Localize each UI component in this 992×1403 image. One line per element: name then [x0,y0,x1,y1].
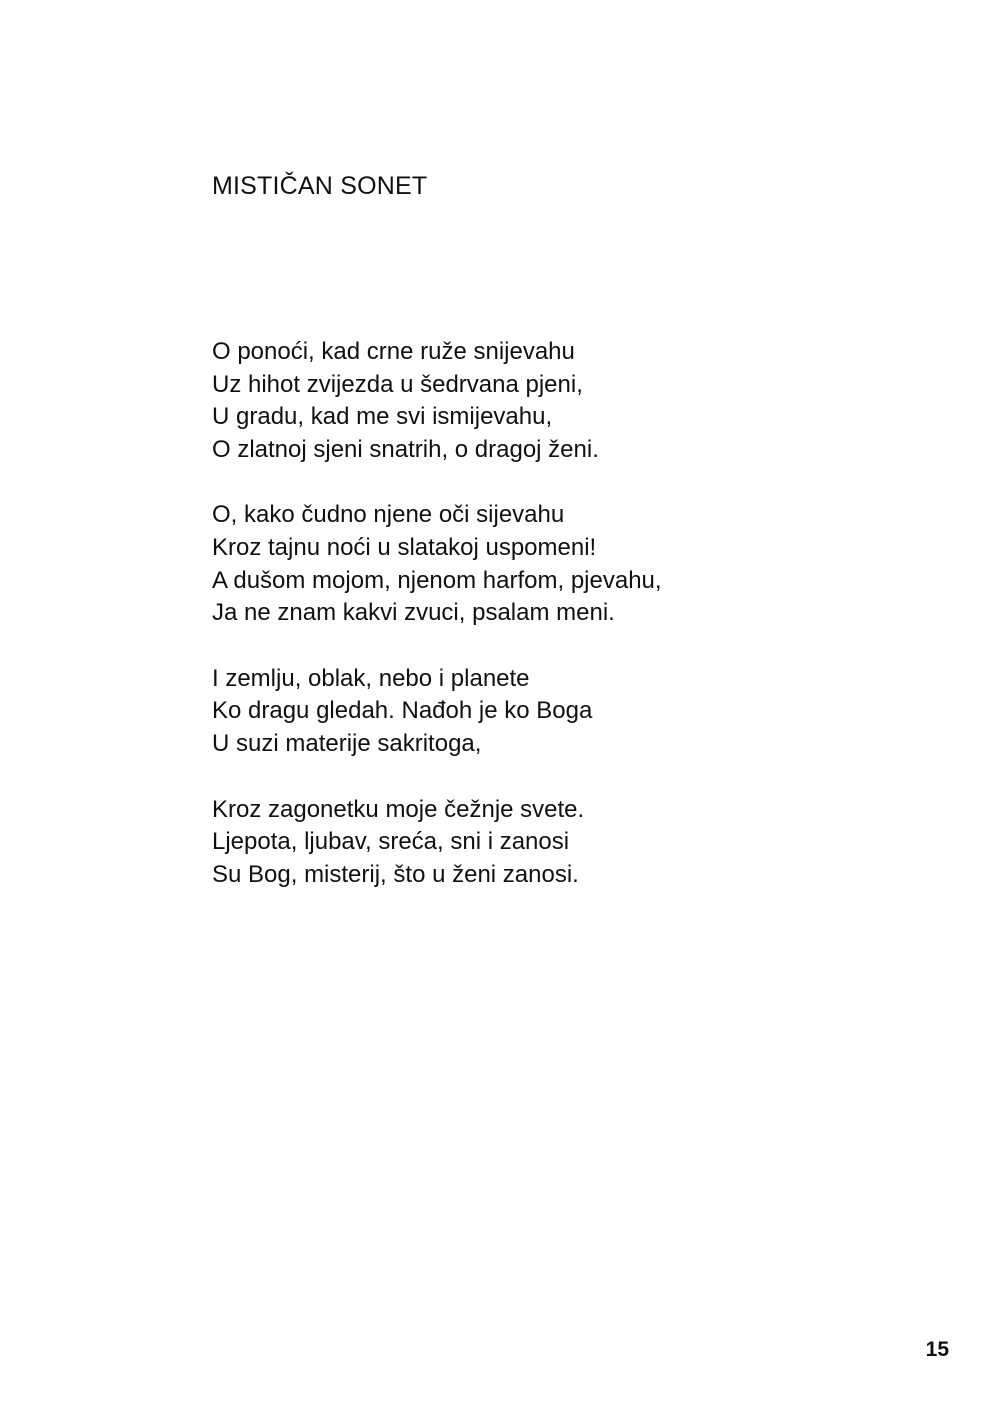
poem-line: O, kako čudno njene oči sijevahu [212,501,565,529]
poem-line: Kroz zagonetku moje čežnje svete. [212,795,585,823]
poem-title: MISTIČAN SONET [212,172,428,200]
stanza-2 [212,499,912,629]
poem-line: Kroz tajnu noći u slatakoj uspomeni! [212,533,597,561]
poem-body [212,336,912,924]
poem-line: Uz hihot zvijezda u šedrvana pjeni, [212,370,583,398]
poem-line: U suzi materije sakritoga, [212,729,482,757]
poem-line: O zlatnoj sjeni snatrih, o dragoj ženi. [212,435,599,463]
stanza-1 [212,336,912,466]
stanza-3 [212,663,912,761]
poem-line: Su Bog, misterij, što u ženi zanosi. [212,860,579,888]
poem-line: Ko dragu gledah. Nađoh je ko Boga [212,697,593,725]
poem-line: Ja ne znam kakvi zvuci, psalam meni. [212,599,615,627]
stanza-4 [212,794,912,892]
poem-line: U gradu, kad me svi ismijevahu, [212,403,553,431]
page-number: 15 [925,1338,949,1361]
poem-line: A dušom mojom, njenom harfom, pjevahu, [212,566,662,594]
poem-line: O ponoći, kad crne ruže snijevahu [212,338,575,365]
poem-line: I zemlju, oblak, nebo i planete [212,664,530,692]
poem-line: Ljepota, ljubav, sreća, sni i zanosi [212,828,570,856]
